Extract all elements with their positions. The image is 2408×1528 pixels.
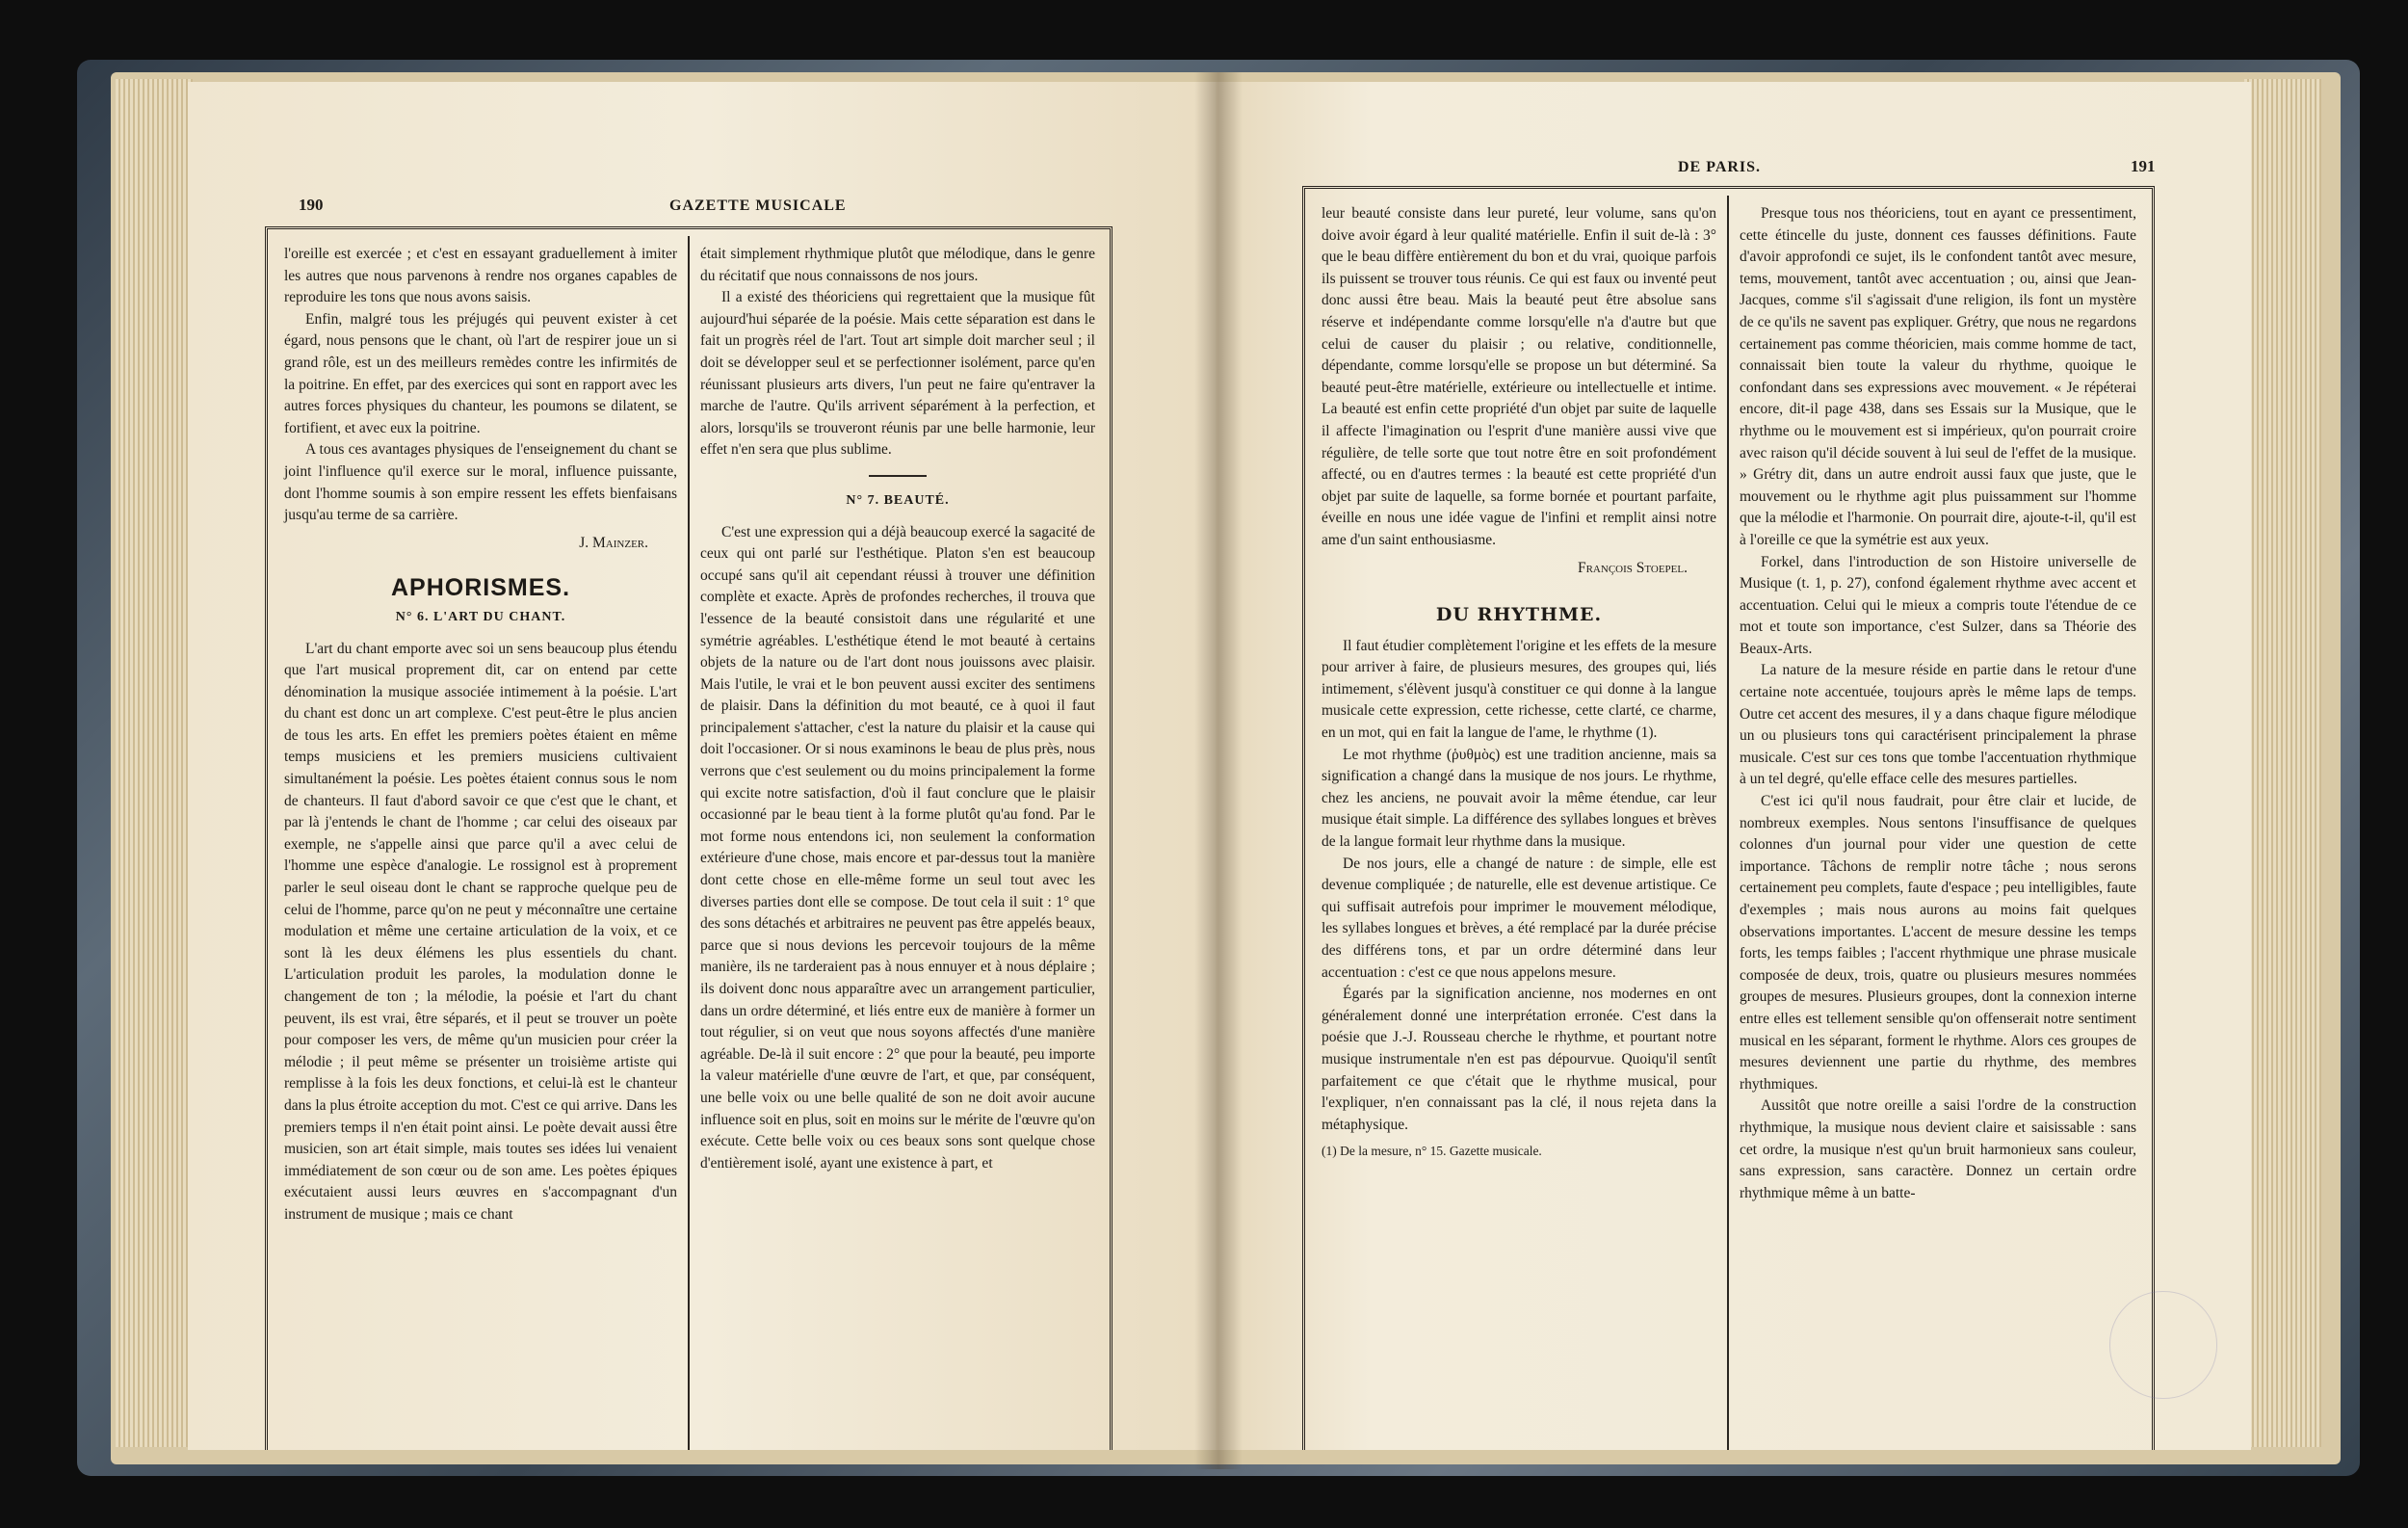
page-number: 190 (299, 196, 324, 214)
paragraph: Le mot rhythme (ῥυθμὸς) est une tradition ancienne, mais sa signification a changé dans la musique de nos jours. Le rhythme, chez les anciens, ne pouvait avoir la même étendue, car leur musique était simple. La différence des syllabes longues et brèves de la langue formait leur rhythme dans la musique. (1322, 746, 1716, 851)
signature: François Stoepel. (1577, 559, 1688, 576)
paragraph: L'art du chant emporte avec soi un sens beaucoup plus étendu que l'art musical proprement dit, car on entend par cette dénomination la musique associée intimement à la poésie. L'art du chant est donc un art complexe. C'est peut-être le plus ancien de tous les arts. En effet les premiers poètes étaient en même temps musiciens et les premiers musiciens cultivaient simultanément la poésie. Les poètes étaient connus sous le nom de chanteurs. Il faut d'abord savoir ce que c'est que le chant, et par là j'entends le chant de l'homme ; car celui des oiseaux par exemple, ne s'appelle ainsi que parce qu'il a avec celui de l'homme une espèce d'analogie. Le rossignol est à proprement parler le seul oiseau dont le chant se rapproche quelque peu de celui de l'homme, parce qu'on ne peut y méconnaître une certaine modulation et même une certaine articulation de la voix, et ce sont là les deux élémens les plus essentiels du chant. L'articulation produit les paroles, la modulation donne le changement de ton ; la mélodie, la poésie et l'art du chant peuvent, ils est vrai, être séparés, et il peut se trouver un poète pour composer les vers, de même qu'un musicien pour créer la mélodie ; il peut même se présenter un troisième artiste qui remplisse à la fois les deux fonctions, et celui-là est le chanteur dans la plus étroite acception du mot. C'est ce qui arrive. Dans les premiers temps il n'en était point ainsi. Le poète devait aussi être musicien, son art était simple, mais toutes ses idées lui venaient immédiatement de son cœur ou de son ame. Les poètes épiques exécutaient aussi leurs œuvres en s'accompagnant d'un instrument de musique ; mais ce chant (284, 640, 677, 1223)
page-number: 191 (2131, 157, 2156, 175)
book-gutter (1194, 72, 1243, 1469)
paragraph: Il a existé des théoriciens qui regrettaient que la musique fût aujourd'hui séparée de la poésie. Mais cette séparation est dans le fait un progrès réel de l'art. Tout art simple doit marcher seul ; il doit se développer seul et se perfectionner isolément, parce qu'en réunissant plusieurs arts divers, l'un peut ne faire qu'entraver la marche de l'autre. Qu'ils arrivent séparément à la perfection, et alors, lorsqu'ils se trouveront réunis par une belle harmonie, leur effet n'en sera que plus sublime. (700, 289, 1095, 459)
section-heading: APHORISMES. (390, 574, 571, 602)
paragraph: Forkel, dans l'introduction de son Histoire universelle de Musique (t. 1, p. 27), confond également rhythme avec accent et accentuation. Celui qui le mieux a compris toute l'étendue de ce mot et toute son importance, c'est Sulzer, dans sa Théorie des Beaux-Arts. (1740, 553, 2136, 657)
column-rule (1727, 196, 1729, 1450)
paragraph: De nos jours, elle a changé de nature : de simple, elle est devenue compliquée ; de naturelle, elle est devenue artistique. Ce qui suffisait autrefois pour imprimer le mouvement mélodique, les syllabes longues et brèves, a été remplacé par la durée précise des différens tons, et par un ordre déterminé dans leur accentuation : c'est ce que nous appelons mesure. (1322, 855, 1716, 981)
right-page (1216, 82, 2251, 1450)
subheading: N° 7. BEAUTÉ. (846, 492, 950, 508)
page-edges-right (2244, 79, 2321, 1447)
signature: J. Mainzer. (579, 534, 648, 551)
running-head: DE PARIS. (1678, 159, 1762, 175)
footnote: (1) De la mesure, n° 15. Gazette musicale. (1322, 1144, 1542, 1159)
page-edges-left (116, 79, 193, 1447)
paragraph: Il faut étudier complètement l'origine et les effets de la mesure pour arriver à faire, de plusieurs mesures, des groupes qui, liés intimement, s'élèvent jusqu'à constituer ce qui donne à la langue musicale cette expression, cette richesse, cette clarté, ce charme, en un mot, qui en fait la langue de l'ame, le rhythme (1). (1322, 637, 1716, 742)
paragraph: C'est une expression qui a déjà beaucoup exercé la sagacité de ceux qui ont parlé sur l'esthétique. Platon s'en est beaucoup occupé sans qu'il ait cependant réussi à trouver une définition complète et exacte. Après de profondes recherches, il trouva que l'essence de la beauté consistoit dans une régularité et une symétrie agréables. L'esthétique étend le mot beauté à certains objets de la nature ou de l'art dont nous jouissons avec plaisir. Mais l'utile, le vrai et le bon peuvent aussi exciter des sentimens de plaisir. Dans la définition du mot beauté, ce à quoi il faut principalement s'attacher, c'est la nature du plaisir et la cause qui doit l'occasioner. Or si nous examinons le beau de plus près, nous verrons que c'est seulement ou du moins principalement la forme qui excite notre satisfaction, d'où il faut conclure que le plaisir occasionné par le beau tient à la forme plutôt qu'au fond. Par le mot forme nous entendons ici, non seulement la conformation extérieure d'une chose, mais encore et par-dessus tout la manière dont cette chose en elle-même forme un seul tout avec les diverses parties dont elle se compose. De tout cela il suit : 1° que des sons détachés et arbitraires ne peuvent pas être appelés beaux, parce que si nous devions les percevoir toujours de la même manière, ils ne tarderaient pas à nous ennuyer et à nous déplaire ; ils doivent donc nous apparaître avec un arrangement particulier, dans un ordre déterminé, et liés entre eux de manière à former un tout régulier, si on veut que nous soyons affectés d'une manière agréable. De-là il suit encore : 2° que pour la beauté, peu importe la valeur matérielle d'une œuvre de l'art, et que, par conséquent, une belle voix ou une belle qualité de son ne doit avoir aucune influence soit en plus, soit en moins sur le mérite de l'œuvre qu'on exécute. Cette belle voix ou ces beaux sons sont quelque chose d'entièrement isolé, ayant une existence à part, et (700, 523, 1095, 1172)
paragraph: l'oreille est exercée ; et c'est en essayant graduellement à imiter les autres que nous parvenons à rendre nos organes capables de reproduire les tons que nous avons saisis. (284, 246, 677, 306)
paragraph: A tous ces avantages physiques de l'enseignement du chant se joint l'influence qu'il exerce sur le moral, influence puissante, dont l'homme soumis à son empire ressent les effets bienfaisans jusqu'au terme de sa carrière. (284, 441, 677, 524)
paragraph: Aussitôt que notre oreille a saisi l'ordre de la construction rhythmique, la musique nous devient claire et saisissable : sans cet ordre, la musique n'est qu'un bruit harmonieux sans couleur, sans expression, sans caractère. Donnez un certain ordre rhythmique même à un batte- (1740, 1097, 2136, 1201)
right-column-1 (1322, 203, 1716, 1161)
paragraph: C'est ici qu'il nous faudrait, pour être clair et lucide, de nombreux exemples. Nous sentons l'insuffisance de quelques colonnes d'un journal pour vider une question de cette importance. Tâchons de remplir notre tâche ; nous serons certainement peu complets, faute d'espace ; peu intelligibles, faute d'exemples ; mais nous aurons au moins fait quelques observations importantes. L'accent de mesure dessine les temps forts, les temps faibles ; l'accent rhythmique une phrase musicale composée de deux, trois, quatre ou plusieurs mesures nommées groupes de mesures. Plusieurs groupes, dont la connexion interne entre elles est tellement sensible qu'on offenserait notre sentiment musical en les séparant, forment le rhythme. Alors ces groupes de mesures deviennent une partie du rhythme, des membres rhythmiques. (1740, 793, 2136, 1093)
paragraph: Égarés par la signification ancienne, nos modernes en ont généralement donné une interprétation erronée. C'est dans la poésie que J.-J. Rousseau cherche le rhythme, et pourtant notre musique instrumentale n'en est pas dépourvue. Quoiqu'il sentît parfaitement ce que c'était que le rhythme musical, pour l'expliquer, n'en connaissant pas la clé, il nous rejeta dans la métaphysique. (1322, 986, 1716, 1133)
paragraph: était simplement rhythmique plutôt que mélodique, dans le genre du récitatif que nous connaissons de nos jours. (700, 246, 1095, 284)
section-heading: DU RHYTHME. (1435, 604, 1603, 626)
subheading: N° 6. L'ART DU CHANT. (395, 609, 566, 624)
paragraph: Enfin, malgré tous les préjugés qui peuvent exister à cet égard, nous pensons que le chant, où l'art de respirer joue un si grand rôle, est un des meilleurs remèdes contre les infirmités de la poitrine. En effet, par des exercices qui sont en rapport avec les autres forces physiques du chanteur, les poumons se dilatent, se fortifient, et avec eux la poitrine. (284, 310, 677, 436)
paragraph: leur beauté consiste dans leur pureté, leur volume, sans qu'on doive avoir égard à leur qualité matérielle. Enfin il suit de-là : 3° que le beau diffère entièrement du bon et du vrai, quoique parfois ils puissent se trouver tous réunis. Ce qui est faux ou inventé peut donc aussi être beau. Mais la beauté peut être absolue sans réserve et indépendante comme lorsqu'elle n'a d'autre but que celui de causer du plaisir ; ou relative, conditionnelle, dépendante, comme lorsqu'elle se propose un but déterminé. Sa beauté peut-être matérielle, extérieure ou intellectuelle et intime. La beauté est enfin cette propriété d'un objet par suite de laquelle il affecte l'imagination ou l'esprit d'une manière aussi vive que régulière, de telle sorte que tout notre être en soit profondément affecté, ou en d'autres termes : la beauté est cette propriété d'un objet par suite de laquelle, sa forme bornée et pourtant parfaite, éveille en nous une idée vague de l'infini et remplit ainsi notre ame d'un saint enthousiasme. (1322, 205, 1716, 548)
library-stamp (2109, 1291, 2217, 1399)
paragraph: Presque tous nos théoriciens, tout en ayant ce pressentiment, cette étincelle du juste, donnent ces fausses définitions. Faute d'avoir approfondi ce sujet, ils le confondent tantôt avec mesure, tems, mouvement, tantôt avec accentuation ; ou, ainsi que Jean-Jacques, comme s'il s'agissait d'une religion, ils font un mystère de ce qu'ils ne savent pas expliquer. Grétry, que nous ne regardons certainement pas comme théoricien, mais comme homme de tact, connaissait bien toute la valeur du rhythme, quoique le confondant dans ses expressions avec mouvement. « Je répéterai encore, dit-il page 438, dans ses Essais sur la Musique, que le rhythme ou le mouvement est si impérieux, qu'on pourrait croire avec raison qu'il décide souvent à lui seul de l'effet de la musique. » Grétry dit, dans un autre endroit aussi faux que juste, que le mouvement ou le rhythme agit plus puissamment sur l'homme que la mélodie et l'harmonie. On pourrait dire, ajoute-t-il, qu'il est à l'oreille ce que la symétrie est aux yeux. (1740, 205, 2136, 548)
left-page (188, 82, 1223, 1450)
right-column-2 (1740, 203, 2136, 1204)
left-column-1 (284, 244, 677, 1226)
column-rule (688, 236, 690, 1450)
left-column-2 (700, 244, 1095, 1174)
running-head: GAZETTE MUSICALE (669, 198, 847, 214)
divider (869, 475, 927, 477)
paragraph: La nature de la mesure réside en partie dans le retour d'une certaine note accentuée, toujours après le même laps de temps. Outre cet accent des mesures, il y a dans chaque figure mélodique un ou plusieurs tons qui caractérisent principalement la phrase musicale. C'est sur ces tons que tombe l'accentuation rhythmique à un tel degré, qu'elle efface celle des mesures partielles. (1740, 662, 2136, 788)
